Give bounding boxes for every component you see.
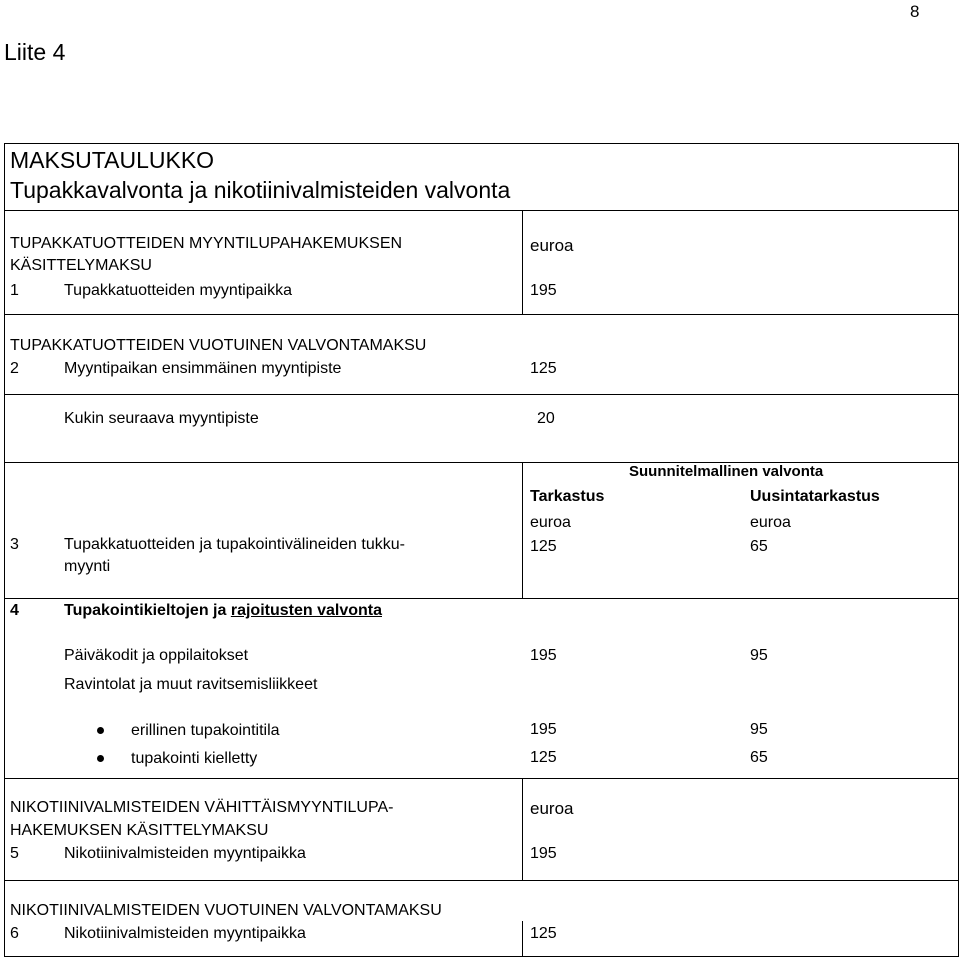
bullet-icon (97, 727, 104, 734)
sec5-row-num: 5 (10, 845, 19, 862)
sec4-row2-label: Ravintolat ja muut ravitsemisliikkeet (64, 676, 318, 693)
sec4-bullet1-label: erillinen tupakointitila (131, 722, 280, 739)
sec2-row2-label: Kukin seuraava myyntipiste (64, 410, 259, 427)
sec4-bullet1-col2: 95 (750, 721, 768, 738)
sec4-bullet1-col1: 195 (530, 721, 557, 738)
sec1-heading-line1: TUPAKKATUOTTEIDEN MYYNTILUPAHAKEMUKSEN (10, 235, 403, 252)
sec3-col2-header: Uusintatarkastus (750, 488, 880, 505)
sec1-heading-line2: KÄSITTELYMAKSU (10, 257, 152, 274)
sec3-num: 3 (10, 536, 19, 553)
sec3-group-header: Suunnitelmallinen valvonta (629, 463, 824, 480)
sec5-unit: euroa (530, 799, 574, 818)
page-number: 8 (910, 2, 920, 21)
sec2-row1-label: Myyntipaikan ensimmäinen myyntipiste (64, 360, 342, 377)
sec2-row1-num: 2 (10, 360, 19, 377)
sec1-row-value: 195 (530, 282, 557, 299)
sec4-heading-part2: rajoitusten valvonta (230, 602, 382, 619)
sec6-row-num: 6 (10, 925, 19, 942)
bullet-icon (97, 755, 104, 762)
sec3-label-line1: Tupakkatuotteiden ja tupakointivälineiden tukku- (64, 536, 405, 553)
sec2-row1-value: 125 (530, 360, 557, 377)
sec4-num: 4 (10, 602, 19, 619)
sec1-row-num: 1 (10, 282, 19, 299)
sec3-col1-header: Tarkastus (530, 488, 605, 505)
sec6-heading: NIKOTIINIVALMISTEIDEN VUOTUINEN VALVONTAMAKSU (10, 902, 442, 919)
table-subtitle: Tupakkavalvonta ja nikotiinivalmisteiden valvonta (10, 177, 511, 203)
sec2-heading: TUPAKKATUOTTEIDEN VUOTUINEN VALVONTAMAKSU (10, 337, 427, 354)
sec4-bullet2-col1: 125 (530, 749, 557, 766)
sec3-col1-value: 125 (530, 538, 557, 555)
sec3-label-line2: myynti (64, 558, 111, 575)
appendix-label: Liite 4 (4, 39, 66, 65)
sec3-col1-unit: euroa (530, 514, 571, 531)
sec4-row1-col1: 195 (530, 647, 557, 664)
sec1-row-label: Tupakkatuotteiden myyntipaikka (64, 282, 292, 299)
sec4-heading-part1: Tupakointikieltojen ja (64, 602, 227, 619)
sec2-row2-value: 20 (537, 410, 555, 427)
sec4-bullet2-col2: 65 (750, 749, 768, 766)
sec4-heading (64, 603, 382, 619)
sec3-col2-value: 65 (750, 538, 768, 555)
sec5-heading-line1: NIKOTIINIVALMISTEIDEN VÄHITTÄISMYYNTILUPA- (10, 799, 394, 816)
sec5-row-label: Nikotiinivalmisteiden myyntipaikka (64, 845, 306, 862)
sec6-row-value: 125 (530, 925, 557, 942)
sec5-row-value: 195 (530, 845, 557, 862)
table-title: MAKSUTAULUKKO (10, 147, 215, 173)
sec6-row-label: Nikotiinivalmisteiden myyntipaikka (64, 925, 306, 942)
sec4-row1-label: Päiväkodit ja oppilaitokset (64, 647, 249, 664)
sec5-heading-line2: HAKEMUKSEN KÄSITTELYMAKSU (10, 822, 269, 839)
sec4-bullet2-label: tupakointi kielletty (131, 750, 258, 767)
sec4-row1-col2: 95 (750, 647, 768, 664)
sec3-col2-unit: euroa (750, 514, 791, 531)
sec1-unit: euroa (530, 236, 574, 255)
